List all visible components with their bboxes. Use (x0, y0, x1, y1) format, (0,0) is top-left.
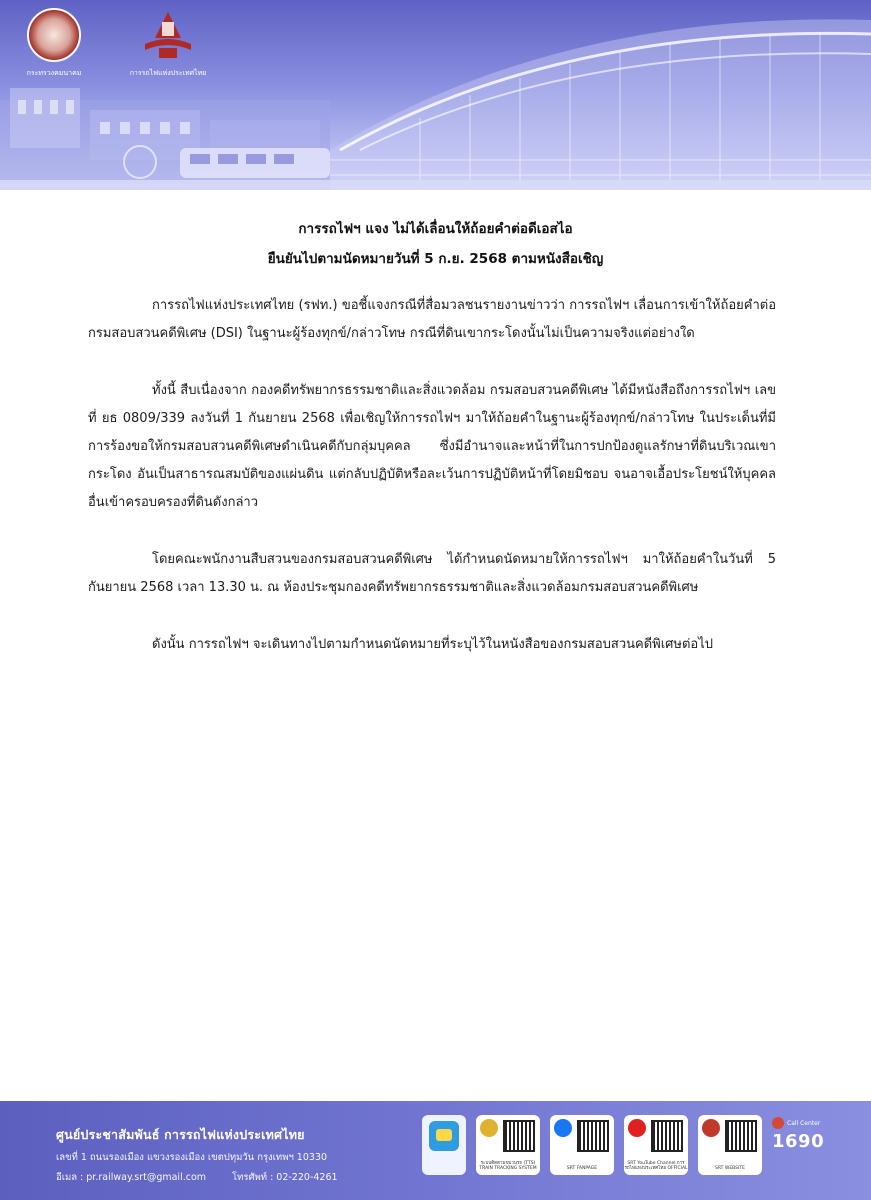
srt-app-icon (429, 1121, 459, 1151)
qr-code-row (422, 1115, 762, 1175)
ministry-seal-icon (27, 8, 81, 62)
paragraph-2: ทั้งนี้ สืบเนื่องจาก กองคดีทรัพยากรธรรมชาติและสิ่งแวดล้อม กรมสอบสวนคดีพิเศษ ได้มีหนังสือถึงการรถไฟฯ เลขที่ ยธ 0809/339 ลงวันที่ 1 กันยายน 2568 เพื่อเชิญให้การรถไฟฯ มาให้ถ้อยคำในฐานะผู้ร้องทุกข์/กล่าวโทษ ในประเด็นที่มีการร้องขอให้กรมสอบสวนคดีพิเศษดำเนินคดีกับกลุ่มบุคคล ซึ่งมีอำนาจและหน้าที่ในการปกป้องดูแลรักษาที่ดินบริเวณเขากระโดง อันเป็นสาธารณสมบัติของแผ่นดิน แต่กลับปฏิบัติหรือละเว้นการปฏิบัติหน้าที่โดยมิชอบ จนอาจเอื้อประโยชน์ให้บุคคลอื่นเข้าครอบครองที่ดินดังกล่าว (88, 383, 776, 510)
website-icon (702, 1119, 720, 1137)
srt-caption: การรถไฟแห่งประเทศไทย (129, 69, 207, 77)
app-download-card[interactable] (422, 1115, 466, 1175)
phone-icon (772, 1117, 784, 1129)
facebook-icon (554, 1119, 572, 1137)
qr-card-website[interactable] (698, 1115, 762, 1175)
document-title (0, 214, 871, 274)
ministry-logo (14, 8, 94, 79)
title-line-2: ยืนยันไปตามนัดหมายวันที่ 5 ก.ย. 2568 ตามหนังสือเชิญ (267, 251, 604, 267)
footer-banner (0, 1101, 871, 1200)
srt-badge-icon (480, 1119, 498, 1137)
header-logos (14, 8, 208, 79)
qr-label-website: SRT WEBSITE (715, 1166, 745, 1171)
footer-phone: โทรศัพท์ : 02-220-4261 (232, 1172, 338, 1183)
call-center (772, 1117, 824, 1152)
srt-emblem-icon (141, 8, 195, 62)
qr-card-youtube[interactable] (624, 1115, 688, 1175)
qr-code-icon (503, 1120, 535, 1152)
ministry-caption: กระทรวงคมนาคม (26, 69, 82, 77)
qr-label-fanpage: SRT FANPAGE (566, 1166, 598, 1171)
qr-card-fanpage[interactable] (550, 1115, 614, 1175)
footer-contact-line (56, 1170, 338, 1185)
paragraph-3: โดยคณะพนักงานสืบสวนของกรมสอบสวนคดีพิเศษ ได้กำหนดนัดหมายให้การรถไฟฯ มาให้ถ้อยคำในวันที่ 5 กันยายน 2568 เวลา 13.30 น. ณ ห้องประชุมกองคดีทรัพยากรธรรมชาติและสิ่งแวดล้อมกรมสอบสวนคดีพิเศษ (88, 552, 776, 595)
qr-card-tts[interactable] (476, 1115, 540, 1175)
footer-org-name: ศูนย์ประชาสัมพันธ์ การรถไฟแห่งประเทศไทย (56, 1127, 305, 1142)
document-body (88, 292, 776, 688)
qr-code-icon (725, 1120, 757, 1152)
header-banner (0, 0, 871, 190)
srt-logo (128, 8, 208, 79)
qr-label-tts: ระบบติดตามขบวนรถ (TTS) TRAIN TRACKING SYSTEM (479, 1161, 537, 1171)
footer-contact (56, 1125, 338, 1185)
qr-code-icon (651, 1120, 683, 1152)
call-center-number[interactable]: 1690 (772, 1131, 825, 1152)
title-line-1: การรถไฟฯ แจง ไม่ได้เลื่อนให้ถ้อยคำต่อดีเอสไอ (298, 221, 573, 237)
qr-label-youtube: SRT YouTube Channel การรถไฟแห่งประเทศไทย OFFICIAL (624, 1161, 688, 1171)
footer-address: เลขที่ 1 ถนนรองเมือง แขวงรองเมือง เขตปทุมวัน กรุงเทพฯ 10330 (56, 1152, 328, 1163)
call-center-label: Call Center (787, 1119, 821, 1127)
footer-email: อีเมล : pr.railway.srt@gmail.com (56, 1172, 207, 1183)
paragraph-4: ดังนั้น การรถไฟฯ จะเดินทางไปตามกำหนดนัดหมายที่ระบุไว้ในหนังสือของกรมสอบสวนคดีพิเศษต่อไป (152, 637, 714, 652)
youtube-icon (628, 1119, 646, 1137)
qr-code-icon (577, 1120, 609, 1152)
paragraph-1: การรถไฟแห่งประเทศไทย (รฟท.) ขอชี้แจงกรณีที่สื่อมวลชนรายงานข่าวว่า การรถไฟฯ เลื่อนการเข้าให้ถ้อยคำต่อกรมสอบสวนคดีพิเศษ (DSI) ในฐานะผู้ร้องทุกข์/กล่าวโทษ กรณีที่ดินเขากระโดงนั้นไม่เป็นความจริงแต่อย่างใด (88, 298, 776, 341)
